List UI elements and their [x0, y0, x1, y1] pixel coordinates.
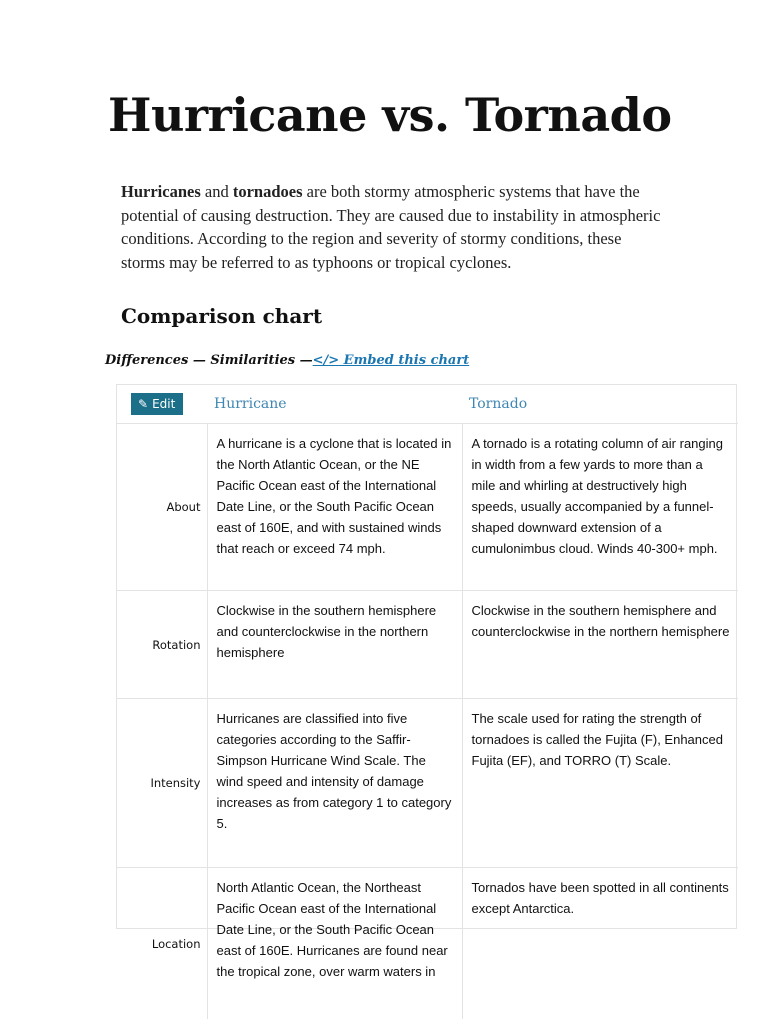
table-row [117, 591, 738, 699]
tornado-about-cell: A tornado is a rotating column of air ranging in width from a few yards to more than a mile and whirling at destructively high speeds, usually accompanied by a funnel-shaped downward extension of a cumulonimbus cloud. Winds 40-300+ mph. [462, 424, 738, 591]
row-label-about: About [117, 424, 207, 591]
intro-paragraph [121, 180, 661, 274]
page-title: Hurricane vs. Tornado [108, 88, 672, 142]
row-label-rotation: Rotation [117, 591, 207, 699]
table-row [117, 424, 738, 591]
differences-link[interactable]: Differences [105, 353, 189, 368]
embed-chart-link[interactable]: </> Embed this chart [312, 353, 470, 368]
similarities-link[interactable]: Similarities [210, 353, 296, 368]
intro-term-hurricanes: Hurricanes [121, 182, 201, 201]
comparison-table [116, 384, 737, 979]
chart-subnav [105, 353, 469, 368]
pencil-square-icon: ✎ [138, 397, 149, 411]
row-label-location: Location [117, 868, 207, 1020]
intro-term-tornadoes: tornadoes [232, 182, 303, 201]
tornado-location-cell: Tornados have been spotted in all continents except Antarctica. [462, 868, 738, 1020]
edit-button[interactable] [131, 393, 183, 415]
tornado-rotation-cell: Clockwise in the southern hemisphere and counterclockwise in the northern hemisphere [462, 591, 738, 699]
hurricane-location-cell: North Atlantic Ocean, the Northeast Pacific Ocean east of the International Date Line, or the South Pacific Ocean east of 160E. Hurricanes are found near the tropical zone, over warm waters in [207, 868, 462, 1020]
column-header-hurricane[interactable]: Hurricane [214, 396, 287, 412]
table-row [117, 868, 738, 1020]
separator-1: — [188, 353, 211, 368]
section-heading: Comparison chart [121, 304, 323, 328]
table-header-row [117, 385, 738, 424]
table-row [117, 699, 738, 868]
column-header-tornado[interactable]: Tornado [469, 396, 528, 412]
separator-2: — [295, 353, 313, 368]
intro-text-2: are both stormy atmospheric systems that have the potential of causing destruction. They are caused due to instability in atmospheric conditions. According to the region and severity of stormy conditions, these storms may be referred to as typhoons or tropical cyclones. [121, 182, 661, 272]
tornado-intensity-cell: The scale used for rating the strength of tornadoes is called the Fujita (F), Enhanced Fujita (EF), and TORRO (T) Scale. [462, 699, 738, 868]
edit-button-label: Edit [152, 397, 176, 411]
hurricane-intensity-cell: Hurricanes are classified into five categories according to the Saffir-Simpson Hurricane Wind Scale. The wind speed and intensity of damage increases as from category 1 to category 5. [207, 699, 462, 868]
hurricane-rotation-cell: Clockwise in the southern hemisphere and counterclockwise in the northern hemisphere [207, 591, 462, 699]
intro-text-1: and [200, 182, 233, 201]
hurricane-about-cell: A hurricane is a cyclone that is located in the North Atlantic Ocean, or the NE Pacific Ocean east of the International Date Line, or the South Pacific Ocean east of 160E, and with sustained winds that reach or exceed 74 mph. [207, 424, 462, 591]
edit-cell [117, 385, 207, 424]
row-label-intensity: Intensity [117, 699, 207, 868]
